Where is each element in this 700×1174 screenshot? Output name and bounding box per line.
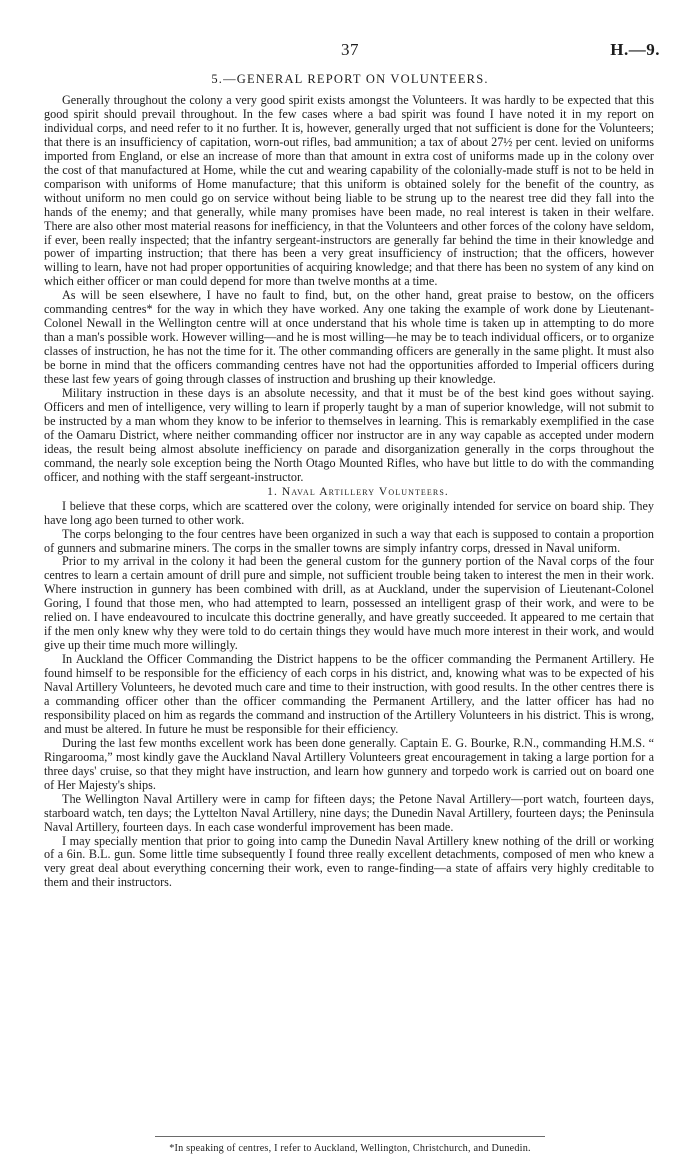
footnote-divider [155,1136,545,1137]
report-body [44,94,654,890]
paragraph: Generally throughout the colony a very good spirit exists amongst the Volunteers. It was hardly to be expected that this good spirit should prevail throughout. In the few cases where a bad spirit was found I have noted it in my report on individual corps, and need refer to it no further. It is, however, generally urged that not sufficient is done for the Volunteers; that there is an insufficiency of capitation, worn-out rifles, bad ammunition; a tax of about 27½ per cent. levied on uniforms imported from England, or else an increase of more than that amount in extra cost of uniforms made up in the colony over the cost of that manufactured at Home, while the cut and wearing capability of the colonially-made stuff is not to be held in comparison with uniforms of Home manufacture; that this uniform is obtained solely for the benefit of the country, as without uniform no men could go on service without being liable to be strung up to the nearest tree did they fall into the hands of the enemy; and that generally, while many promises have been made, no real interest is taken in their welfare. There are also other most material reasons for inefficiency, in that the Volunteers and other forces of the colony have seldom, if ever, been really inspected; that the infantry sergeant-instructors are generally far behind the time in their knowledge and power of imparting instruction; that there has been a very great insufficiency of instruction; that the officers, however willing to learn, have not had proper opportunities of acquiring knowledge; and that there has been no system of any kind on which either officer or man could depend for more than twelve months at a time. [44,93,654,289]
paragraph: Prior to my arrival in the colony it had been the general custom for the gunnery portion of the Naval corps of the four centres to learn a certain amount of drill pure and simple, not sufficient trouble being taken to interest the men in their work. Where instruction in gunnery has been combined with drill, as at Auckland, under the supervision of Lieutenant-Colonel Goring, I found that those men, who had attempted to learn, possessed an intelligent grasp of their work, and were to be relied on. I have endeavoured to inculcate this doctrine generally, and have greatly succeeded. It appeared to me certain that if the men only knew why they were told to do certain things they would have much more interest in their work, and would give up their time much more willingly. [44,554,654,653]
page-number: 37 [341,40,359,59]
section-heading: 1. Naval Artillery Volunteers. [267,485,449,498]
paragraph: During the last few months excellent work has been done generally. Captain E. G. Bourke, R.N., commanding H.M.S. “ Ringarooma,” most kindly gave the Auckland Naval Artillery Volunteers great encouragement in taking a large portion for a three days' cruise, so that they might have instruction, and learn how gunnery and torpedo work is carried out on board one of Her Majesty's ships. [44,735,654,792]
paragraph: I may specially mention that prior to going into camp the Dunedin Naval Artillery knew nothing of the drill or working of a 6in. B.L. gun. Some little time subsequently I found three really excellent detachments, composed of men who knew a very great deal about everything concerning their work, even to range-finding—a state of affairs very highly creditable to them and their instructors. [44,833,654,890]
paragraph: In Auckland the Officer Commanding the District happens to be the officer commanding the Permanent Artillery. He found himself to be responsible for the efficiency of each corps in his district, and, knowing what was to be expected of his Naval Artillery Volunteers, he devoted much care and time to their instruction, with good results. In the other centres there is a commanding officer other than the officer commanding the Permanent Artillery, and the latter officer has had no responsibility placed on him as regards the command and instruction of the Artillery Volunteers in his district. This is wrong, and must be altered. In future he must be responsible for their efficiency. [44,652,654,736]
footnote: *In speaking of centres, I refer to Auckland, Wellington, Christchurch, and Dunedin. [169,1143,531,1154]
paragraph: The Wellington Naval Artillery were in camp for fifteen days; the Petone Naval Artillery—port watch, fourteen days, starboard watch, ten days; the Lyttelton Naval Artillery, nine days; the Dunedin Naval Artillery, fourteen days; the Peninsula Naval Artillery, fourteen days. In each case wonderful improvement has been made. [44,791,654,834]
paragraph: I believe that these corps, which are scattered over the colony, were originally intended for service on board ship. They have long ago been turned to other work. [44,498,654,527]
paragraph: The corps belonging to the four centres have been organized in such a way that each is supposed to contain a proportion of gunners and submarine miners. The corps in the smaller towns are simply infantry corps, dressed in Naval uniform. [44,526,654,555]
paragraph: As will be seen elsewhere, I have no fault to find, but, on the other hand, great praise to bestow, on the officers commanding centres* for the way in which they have worked. Any one taking the example of work done by Lieutenant-Colonel Newall in the Wellington centre will at once understand that his whole time is taken up in attempting to do more than a man's possible work. However willing—and he is most willing—he may be to teach individual officers, or to organize classes of instruction, he has not the time for it. The other commanding officers are generally in the same plight. It must also be borne in mind that the officers commanding centres have not had the opportunities afforded to Imperial officers during these last few years of going through classes of instruction and brushing up their knowledge. [44,288,654,387]
document-code: H.—9. [610,40,660,59]
paragraph: Military instruction in these days is an absolute necessity, and that it must be of the best kind goes without saying. Officers and men of intelligence, very willing to learn if properly taught by a man of superior knowledge, will not submit to be instructed by a man whom they know to be inferior to themselves in learning. This is remarkably exemplified in the case of the Oamaru District, where neither commanding officer nor instructor are in any way capable as accepted under modern ideas, the result being almost absolute inefficiency on parade and disorganization generally in the corps throughout the command, the nearly sole exception being the North Otago Mounted Rifles, who have but little to do with the commanding officer, and nothing with the staff sergeant-instructor. [44,386,654,484]
report-title: 5.—GENERAL REPORT ON VOLUNTEERS. [211,72,489,86]
